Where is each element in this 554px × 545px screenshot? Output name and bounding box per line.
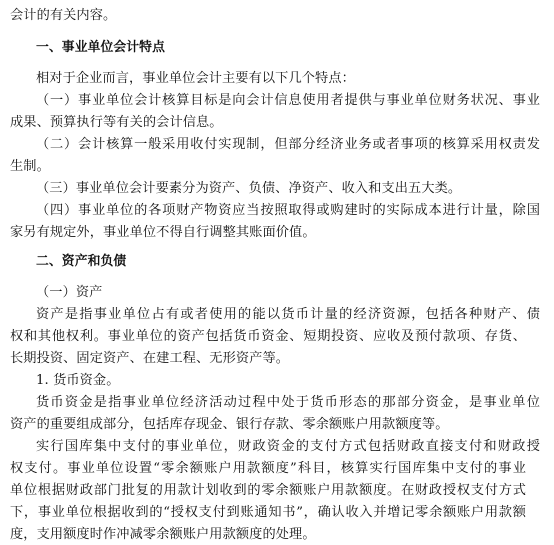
text-line: 下，事业单位根据收到的“授权支付到账通知书”，确认收入并增记零余额账户用款额 <box>10 505 526 520</box>
section-heading: 一、事业单位会计特点 <box>36 40 165 55</box>
text-line: 权支付。事业单位设置“零余额账户用款额度”科目，核算实行国库集中支付的事业 <box>10 461 526 476</box>
text-line: （四）事业单位的各项财产物资应当按照取得或购建时的实际成本进行计量，除国 <box>36 203 540 218</box>
text-line: 实行国库集中支付的事业单位，财政资金的支付方式包括财政直接支付和财政授 <box>36 439 540 454</box>
item-heading: 1. 货币资金。 <box>36 373 120 388</box>
subsection-heading: （一）资产 <box>36 285 103 300</box>
text-line: 会计的有关内容。 <box>10 8 117 23</box>
text-line: 度，支用额度时作冲减零余额账户用款额度的处理。 <box>10 527 316 542</box>
text-line: 相对于企业而言，事业单位会计主要有以下几个特点： <box>36 71 355 86</box>
text-line: 资产是指事业单位占有或者使用的能以货币计量的经济资源，包括各种财产、债 <box>36 307 540 322</box>
text-line: 权和其他权利。事业单位的资产包括货币资金、短期投资、应收及预付款项、存货、 <box>10 329 526 344</box>
text-line: （三）事业单位会计要素分为资产、负债、净资产、收入和支出五大类。 <box>36 181 462 196</box>
text-line: （二）会计核算一般采用收付实现制，但部分经济业务或者事项的核算采用权责发 <box>36 137 540 152</box>
section-heading: 二、资产和负债 <box>36 254 127 269</box>
text-line: 家另有规定外，事业单位不得自行调整其账面价值。 <box>10 225 316 240</box>
text-line: 货币资金是指事业单位经济活动过程中处于货币形态的那部分资金，是事业单位 <box>36 395 540 410</box>
text-line: 长期投资、固定资产、在建工程、无形资产等。 <box>10 351 290 366</box>
text-line: 单位根据财政部门批复的用款计划收到的零余额账户用款额度。在财政授权支付方式 <box>10 483 526 498</box>
text-line: 成果、预算执行等有关的会计信息。 <box>10 115 223 130</box>
text-line: （一）事业单位会计核算目标是向会计信息使用者提供与事业单位财务状况、事业 <box>36 93 540 108</box>
text-line: 资产的重要组成部分，包括库存现金、银行存款、零余额账户用款额度等。 <box>10 417 449 432</box>
text-line: 生制。 <box>10 159 50 174</box>
